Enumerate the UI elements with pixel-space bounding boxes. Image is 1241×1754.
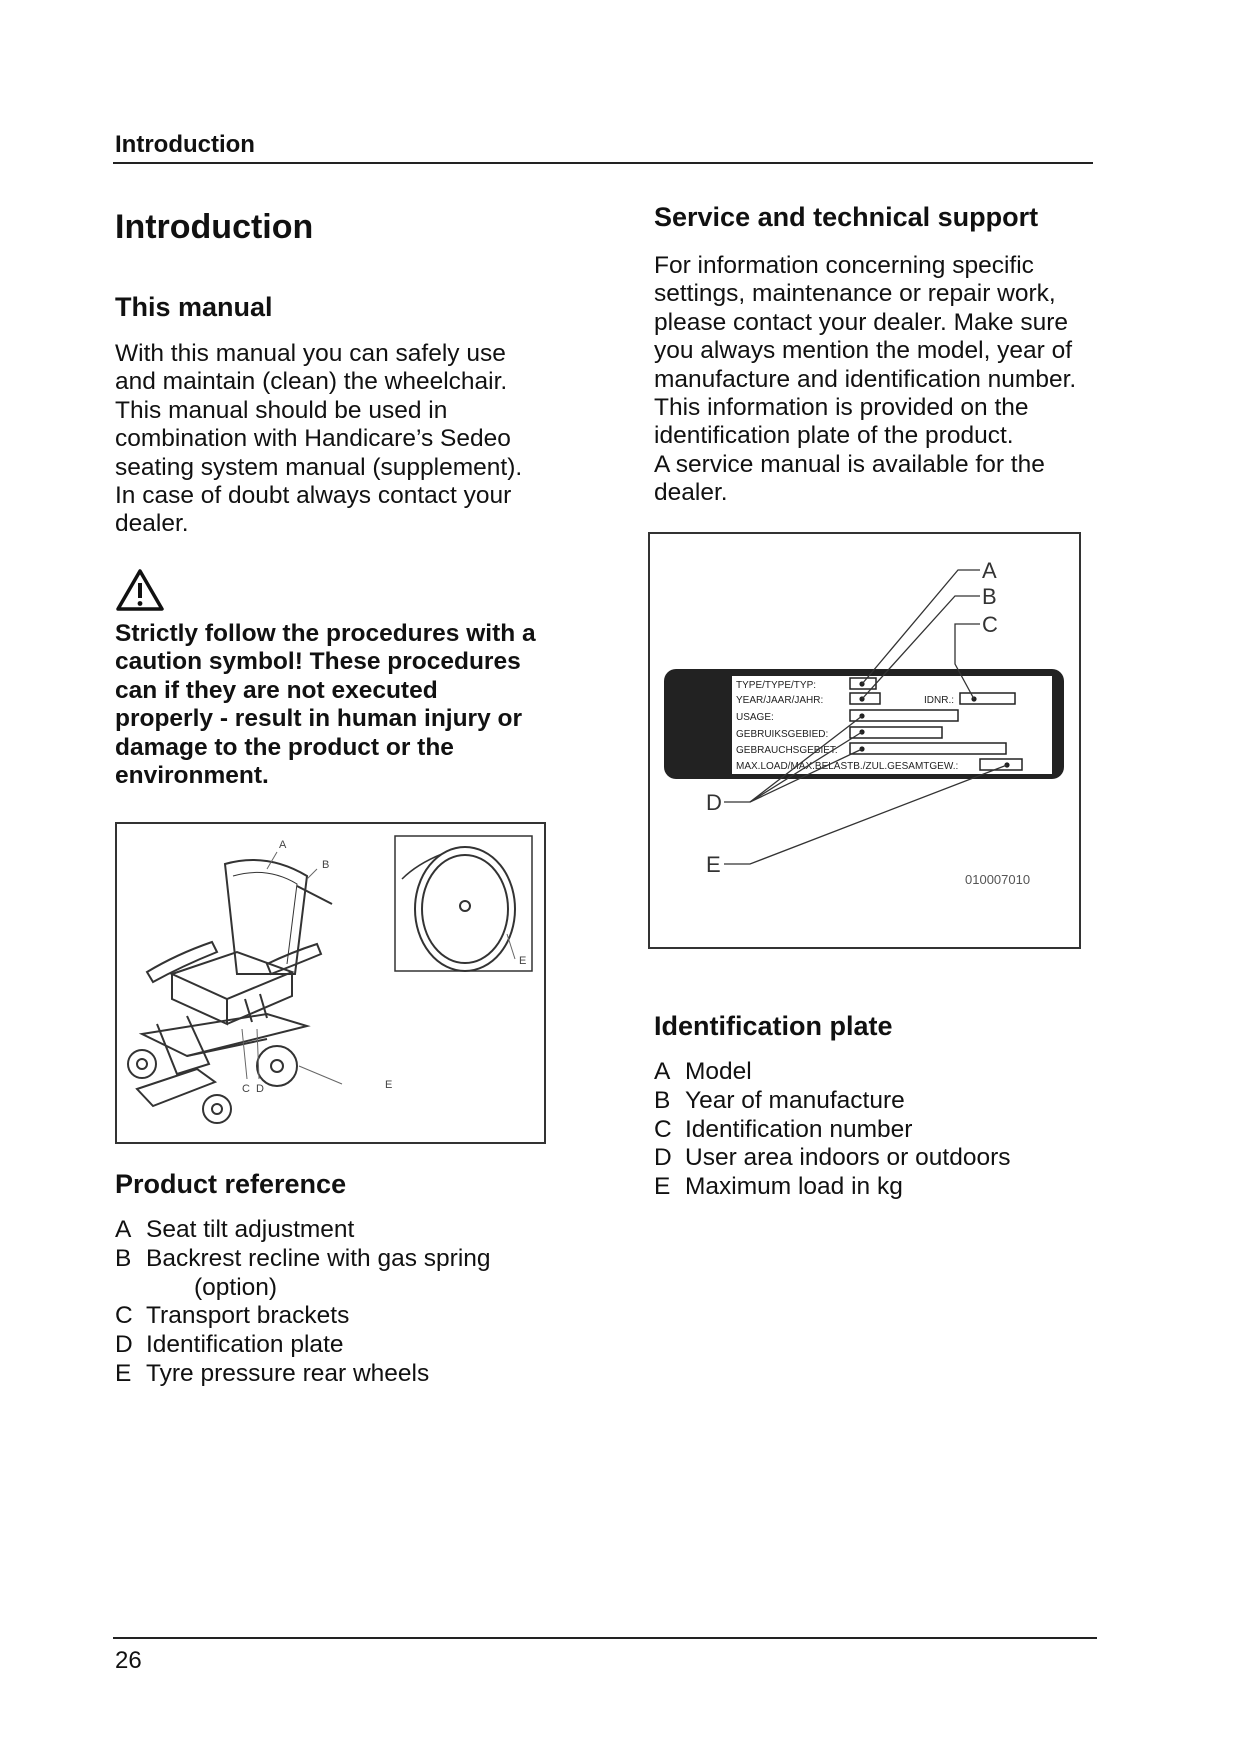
item-text: Maximum load in kg	[685, 1173, 903, 1201]
wheelchair-label-c: C	[242, 1083, 250, 1095]
item-letter	[115, 1274, 146, 1303]
list-item	[115, 1216, 585, 1245]
header-rule	[113, 162, 1093, 164]
list-item	[654, 1144, 1094, 1173]
service-line: settings, maintenance or repair work,	[654, 280, 1056, 308]
product-reference-heading: Product reference	[115, 1169, 347, 1199]
service-line: please contact your dealer. Make sure	[654, 308, 1069, 336]
item-letter: B	[654, 1086, 671, 1114]
list-item	[654, 1058, 1094, 1087]
list-item	[654, 1173, 1094, 1202]
item-text: Tyre pressure rear wheels	[146, 1359, 430, 1387]
caution-line: environment.	[115, 762, 269, 790]
this-manual-line: This manual should be used in	[115, 396, 448, 424]
this-manual-text	[115, 340, 575, 539]
item-letter: A	[115, 1216, 132, 1243]
item-text: Identification number	[685, 1115, 913, 1143]
list-item	[115, 1302, 585, 1331]
item-letter: C	[654, 1115, 672, 1143]
identification-list	[654, 1058, 1094, 1202]
caution-line: properly - result in human injury or	[115, 705, 523, 733]
plate-row-gebrauchsgebiet: GEBRAUCHSGEBIET:	[736, 745, 838, 756]
wheelchair-label-d: D	[256, 1083, 264, 1095]
backrest-shape	[225, 860, 307, 974]
item-letter: E	[115, 1359, 132, 1387]
this-manual-line: In case of doubt always contact your	[115, 482, 512, 510]
list-item	[115, 1331, 585, 1360]
page-number: 26	[115, 1647, 142, 1674]
callout-b: B	[982, 584, 997, 609]
this-manual-heading: This manual	[115, 292, 273, 322]
product-reference-list	[115, 1216, 585, 1389]
this-manual-line: dealer.	[115, 510, 189, 538]
callout-a: A	[982, 558, 997, 583]
caution-line: caution symbol! These procedures	[115, 648, 521, 676]
item-text: Backrest recline with gas spring	[146, 1244, 491, 1272]
item-text: Seat tilt adjustment	[146, 1216, 355, 1243]
list-item	[654, 1116, 1094, 1145]
list-item	[115, 1360, 585, 1389]
id-plate-drawing	[650, 534, 1079, 947]
this-manual-line: and maintain (clean) the wheelchair.	[115, 368, 508, 396]
warning-triangle-icon	[115, 568, 165, 612]
wheelchair-figure	[115, 822, 546, 1144]
service-line: For information concerning specific	[654, 252, 1034, 279]
item-text: (option)	[194, 1273, 278, 1301]
caution-line: Strictly follow the procedures with a	[115, 620, 536, 647]
caution-text	[115, 620, 585, 790]
callout-d: D	[706, 790, 722, 815]
item-letter: A	[654, 1058, 671, 1085]
this-manual-line: seating system manual (supplement).	[115, 453, 523, 481]
item-letter: C	[115, 1302, 133, 1330]
item-text: Model	[685, 1058, 752, 1085]
service-line: identification plate of the product.	[654, 422, 1014, 450]
wheelchair-label-a: A	[279, 839, 287, 851]
service-line: A service manual is available for the	[654, 450, 1045, 478]
item-text: Identification plate	[146, 1331, 344, 1359]
figure-code: 010007010	[965, 872, 1031, 887]
service-heading: Service and technical support	[654, 202, 1039, 232]
service-text	[654, 252, 1104, 508]
item-text: Transport brackets	[146, 1302, 350, 1330]
plate-row-type: TYPE/TYPE/TYP:	[736, 680, 817, 691]
this-manual-line: With this manual you can safely use	[115, 340, 506, 367]
plate-row-usage: USAGE:	[736, 712, 774, 723]
service-line: This information is provided on the	[654, 394, 1029, 422]
wheelchair-label-e: E	[385, 1079, 393, 1091]
plate-row-idnr: IDNR.:	[924, 695, 954, 706]
item-letter: B	[115, 1244, 132, 1272]
list-item	[115, 1245, 585, 1274]
plate-row-max-load: MAX.LOAD/MAX.BELASTB./ZUL.GESAMTGEW.:	[736, 761, 959, 772]
wheelchair-label-b: B	[322, 859, 330, 871]
caution-line: damage to the product or the	[115, 733, 454, 761]
this-manual-line: combination with Handicare’s Sedeo	[115, 425, 511, 453]
id-plate-figure	[648, 532, 1081, 949]
item-letter: D	[115, 1331, 133, 1359]
page-title: Introduction	[115, 208, 314, 246]
item-text: User area indoors or outdoors	[685, 1144, 1011, 1172]
caution-line: can if they are not executed	[115, 676, 438, 704]
list-item	[654, 1087, 1094, 1116]
wheelchair-drawing	[117, 824, 544, 1142]
item-text: Year of manufacture	[685, 1086, 905, 1114]
identification-heading: Identification plate	[654, 1011, 893, 1041]
callout-e: E	[706, 852, 721, 877]
plate-row-gebruiksgebied: GEBRUIKSGEBIED:	[736, 729, 829, 740]
service-line: you always mention the model, year of	[654, 337, 1073, 365]
service-line: manufacture and identification number.	[654, 365, 1077, 393]
service-line: dealer.	[654, 479, 728, 507]
running-header: Introduction	[115, 131, 255, 158]
plate-row-year: YEAR/JAAR/JAHR:	[736, 695, 824, 706]
callout-c: C	[982, 612, 998, 637]
footer-rule	[113, 1637, 1097, 1639]
list-item	[115, 1274, 585, 1303]
wheelchair-label-e-inset: E	[519, 955, 527, 967]
item-letter: D	[654, 1144, 672, 1172]
item-letter: E	[654, 1173, 671, 1201]
